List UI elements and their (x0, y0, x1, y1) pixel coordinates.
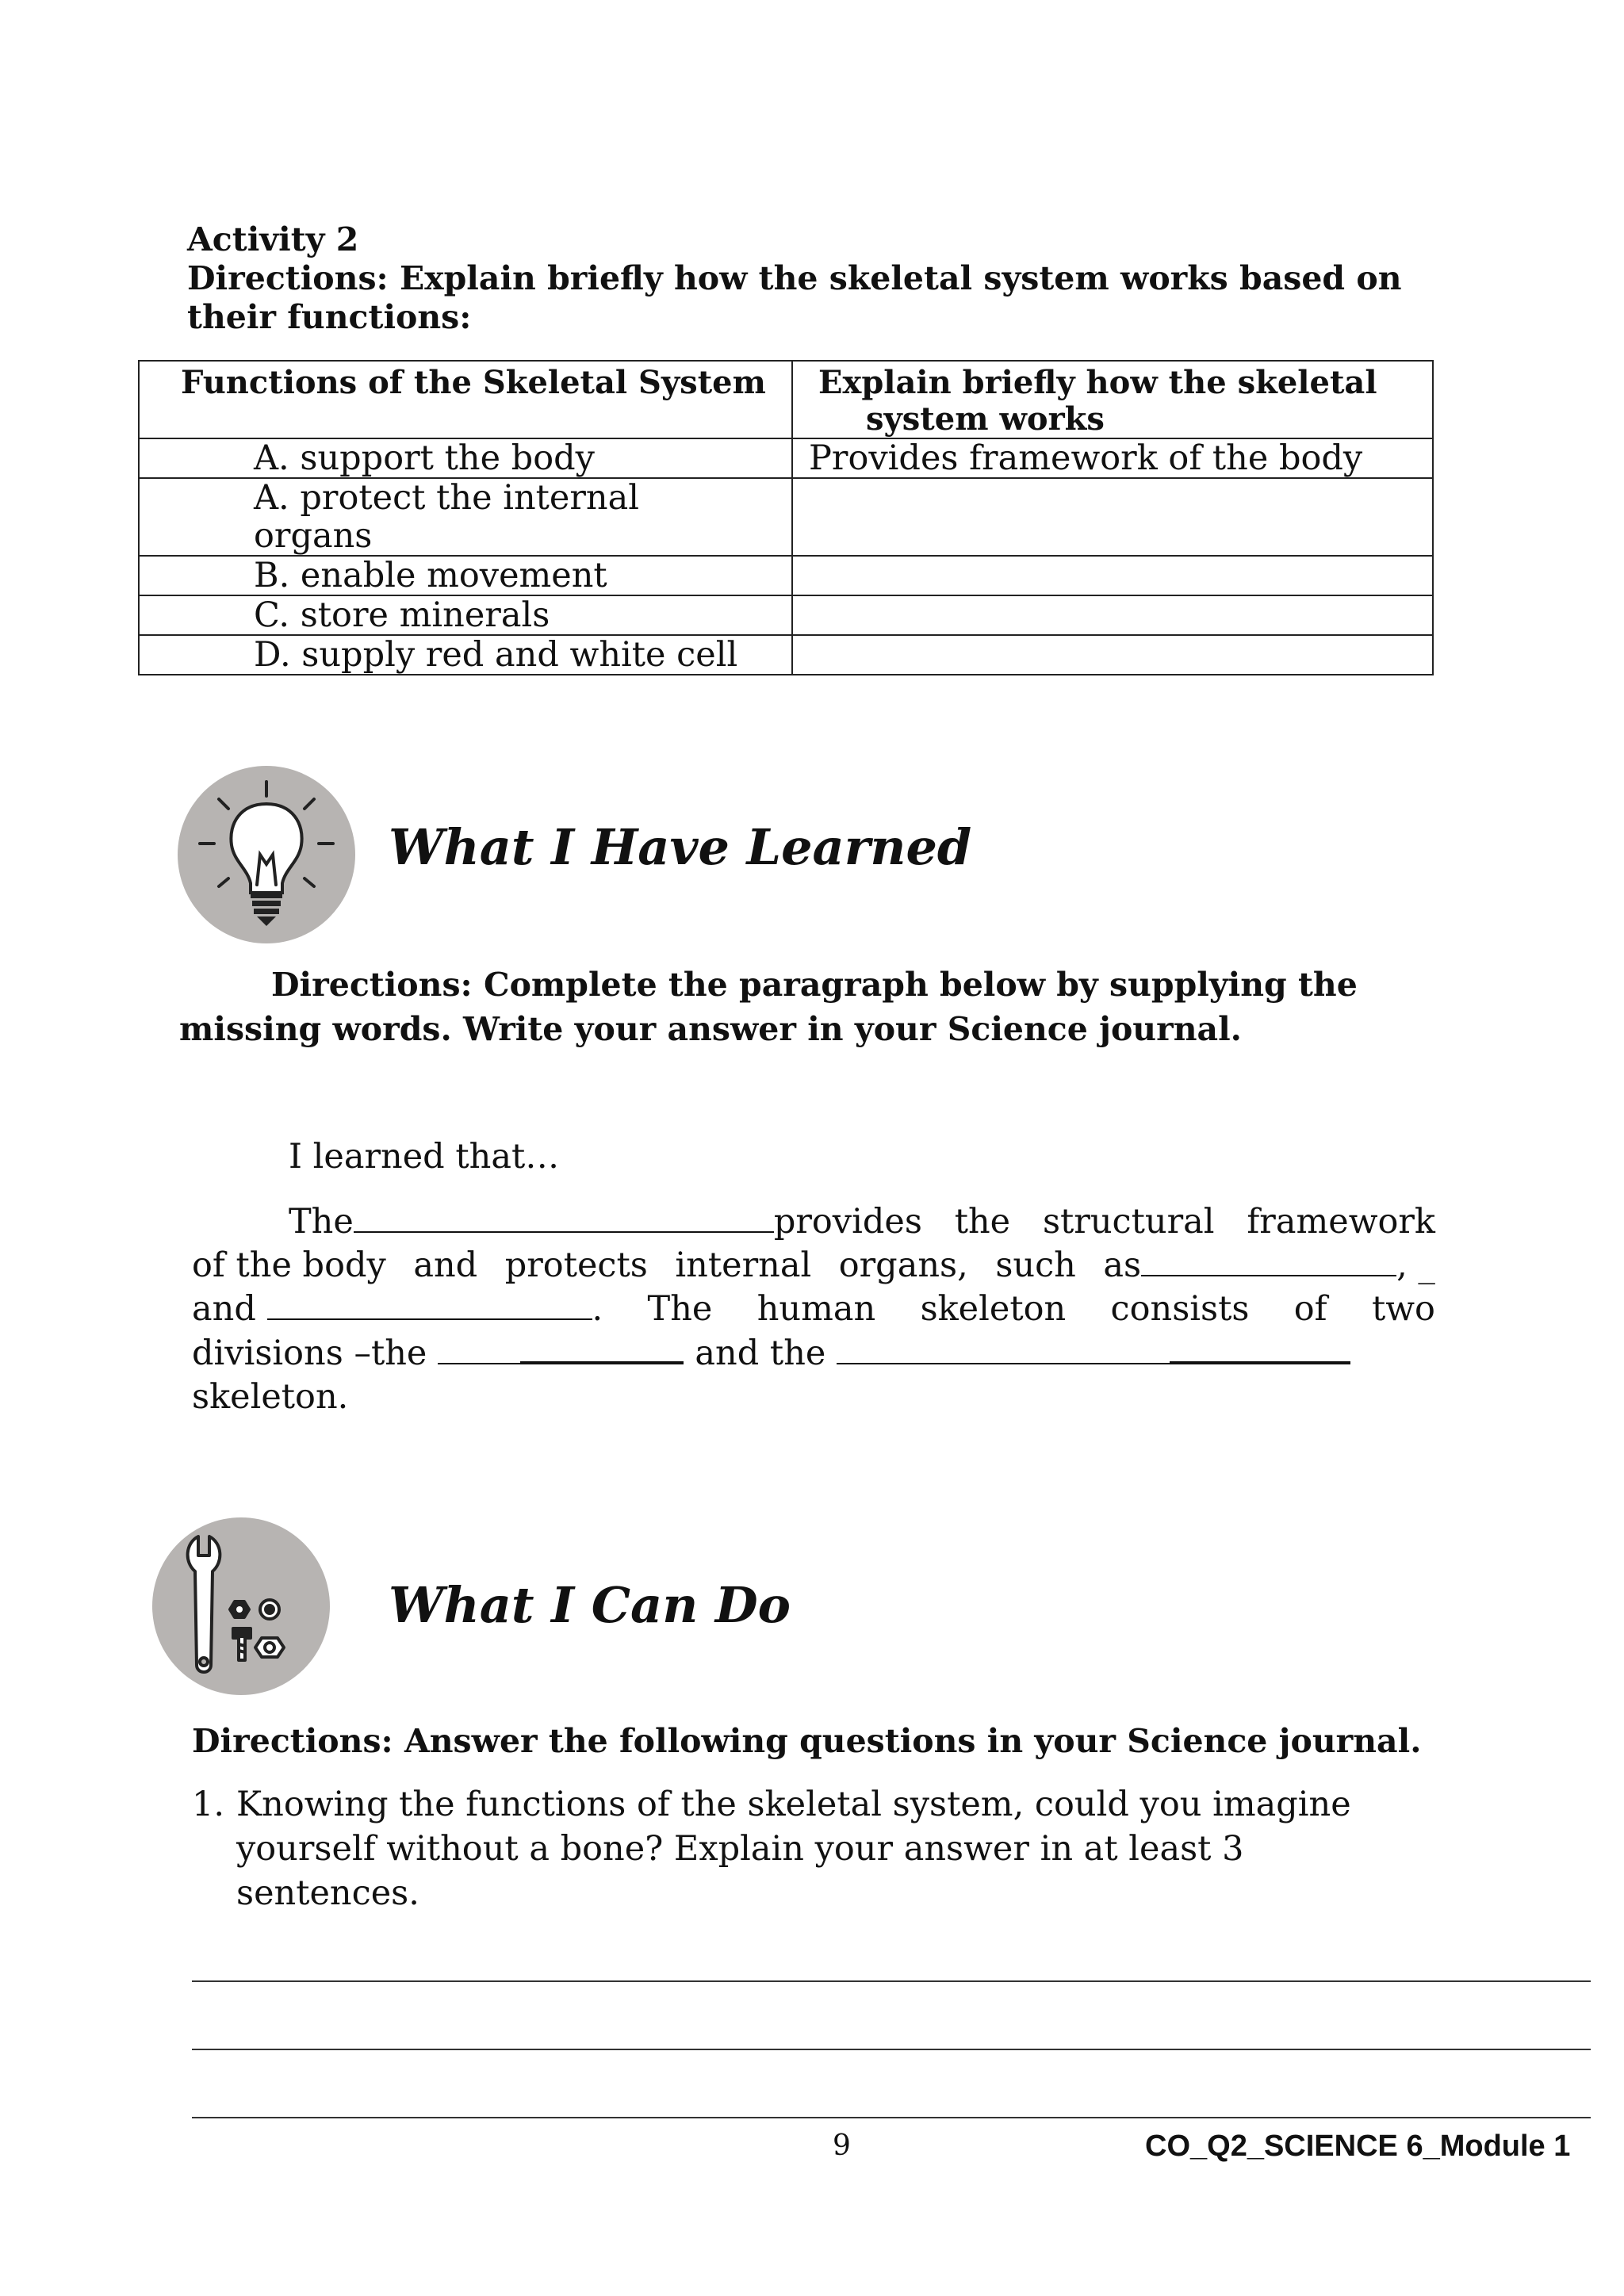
explanation-cell[interactable] (792, 556, 1433, 595)
wrench-tools-icon (138, 1514, 328, 1705)
paragraph-line: divisions –the and the (192, 1331, 1435, 1376)
answer-line[interactable] (192, 2049, 1591, 2050)
table-row (139, 478, 1433, 556)
section-title-learned: What I Have Learned (389, 818, 972, 876)
functions-table (138, 360, 1434, 675)
page-number: 9 (833, 2130, 851, 2162)
fill-in-paragraph (192, 1200, 1435, 1419)
module-code: CO_Q2_SCIENCE 6_Module 1 (1145, 2130, 1571, 2163)
function-cell: A. support the body (139, 438, 792, 478)
table-header-row (139, 361, 1433, 438)
answer-line[interactable] (192, 1980, 1591, 1982)
table-row (139, 635, 1433, 675)
section-title-cando: What I Can Do (389, 1576, 791, 1634)
paragraph-line: skeleton. (192, 1377, 349, 1417)
explanation-cell[interactable] (792, 595, 1433, 635)
activity-directions-line2: their functions: (187, 298, 472, 336)
explanation-cell[interactable] (792, 478, 1433, 556)
blank-field[interactable] (354, 1201, 774, 1233)
function-cell: A. protect the internal organs (139, 478, 792, 556)
function-cell: B. enable movement (139, 556, 792, 595)
activity-header (187, 220, 1488, 337)
paragraph-line: The provides the structural framework (289, 1202, 1435, 1242)
table-row (139, 438, 1433, 478)
light-bulb-icon (163, 758, 354, 948)
answer-line[interactable] (192, 2117, 1591, 2118)
activity-heading: Activity 2 (187, 220, 359, 258)
function-cell: C. store minerals (139, 595, 792, 635)
cando-directions: Directions: Answer the following questions in your Science journal. (192, 1722, 1422, 1760)
question-1: 1. Knowing the functions of the skeletal system, could you imagine yourself without a bone? Explain your answer in at least 3 sentences. (192, 1782, 1477, 1915)
paragraph-line: of the body and protects internal organs, such as , _ (192, 1246, 1435, 1285)
blank-field[interactable] (1141, 1245, 1396, 1276)
table-header-explanation: Explain briefly how the skeletal system works (792, 361, 1433, 438)
explanation-cell[interactable]: Provides framework of the body (792, 438, 1433, 478)
learned-directions: Directions: Complete the paragraph below by supplying the missing words. Write your answer in your Science journal. (179, 966, 1358, 1048)
question-number: 1. (192, 1785, 225, 1824)
blank-field[interactable] (1170, 1331, 1350, 1364)
blank-field[interactable] (520, 1331, 684, 1364)
activity-directions-line1: Directions: Explain briefly how the skeletal system works based on (187, 259, 1402, 297)
table-header-functions: Functions of the Skeletal System (139, 361, 792, 438)
blank-field[interactable] (267, 1288, 592, 1320)
paragraph-line: and . The human skeleton consists of two (192, 1289, 1435, 1329)
explanation-cell[interactable] (792, 635, 1433, 675)
table-row (139, 595, 1433, 635)
table-row (139, 556, 1433, 595)
learned-intro: I learned that… (289, 1137, 560, 1177)
function-cell: D. supply red and white cell (139, 635, 792, 675)
